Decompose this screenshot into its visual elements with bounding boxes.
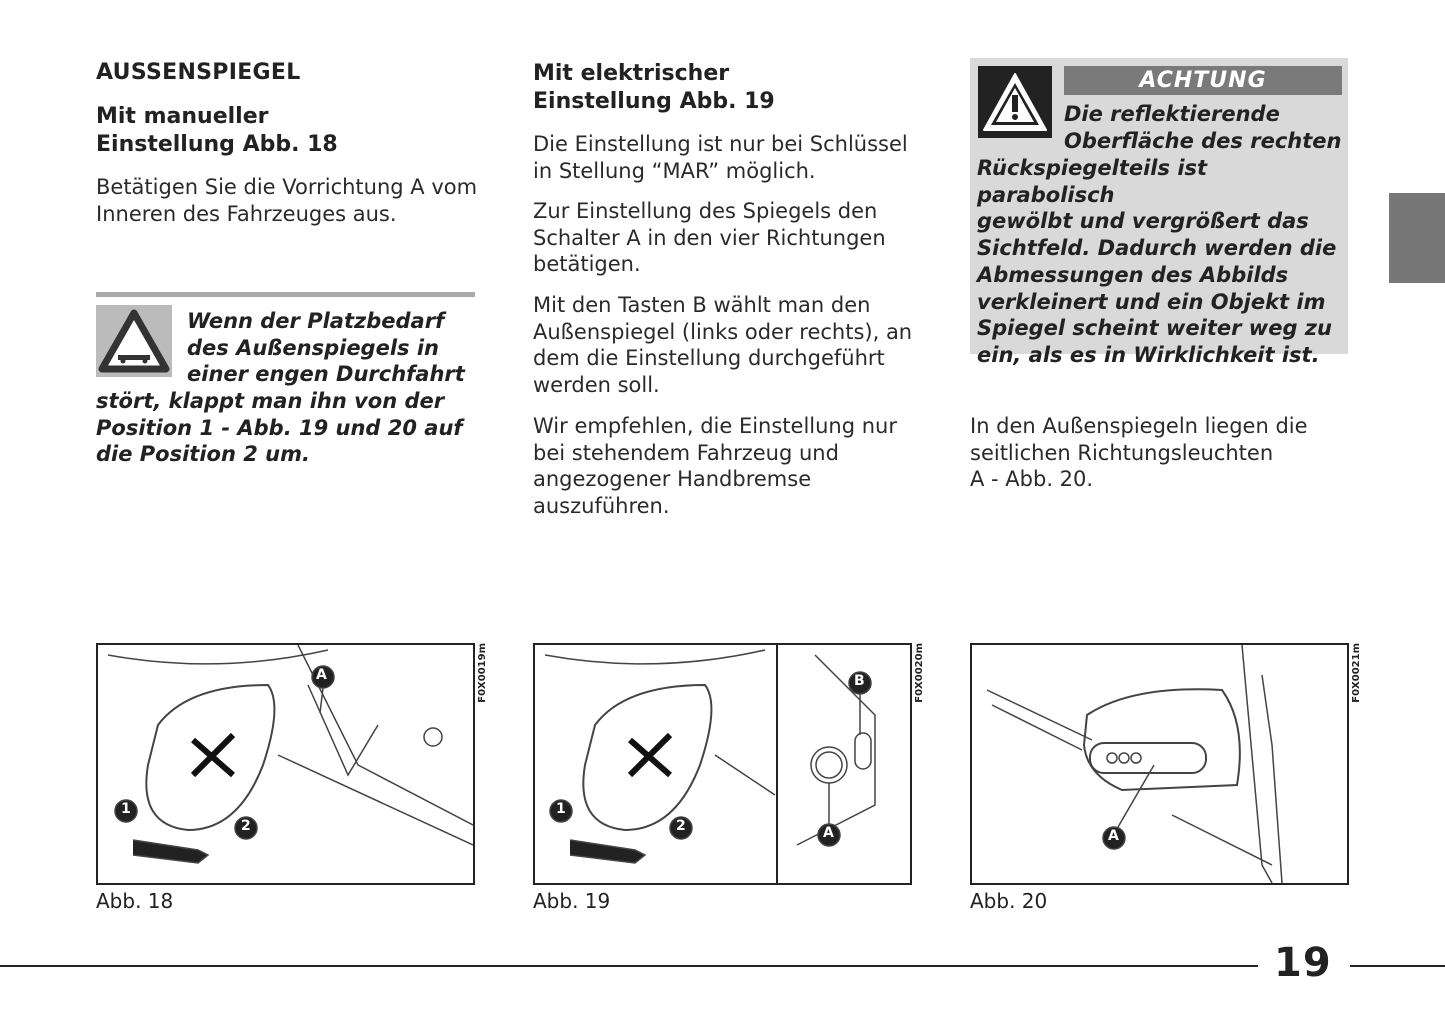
car-warning-triangle-icon — [96, 305, 172, 377]
footer-rule-right — [1350, 965, 1445, 967]
section-tab — [1389, 193, 1445, 283]
label-2: 2 — [241, 818, 251, 834]
subheading-electric: Mit elektrischer Einstellung Abb. 19 — [533, 61, 775, 114]
paragraph-turn-signals: In den Außenspiegeln liegen die seitlichen Richtungsleuchten A - Abb. 20. — [970, 414, 1308, 491]
figure-code: F0X0019m — [477, 643, 488, 703]
label-A: A — [823, 825, 834, 841]
paragraph-3: Mit den Tasten B wählt man den Außenspiegel (links oder rechts), an dem die Einstellung durchgeführt werden soll. — [533, 293, 913, 397]
label-A: A — [316, 667, 327, 683]
exclamation-triangle-icon — [978, 66, 1052, 138]
subheading-manual: Mit manueller Einstellung Abb. 18 — [96, 104, 338, 157]
achtung-box — [970, 58, 1348, 367]
label-2: 2 — [676, 818, 686, 834]
footer-rule-left — [0, 965, 1258, 967]
paragraph-4: Wir empfehlen, die Einstellung nur bei stehendem Fahrzeug und angezogener Handbremse auszuführen. — [533, 414, 898, 518]
figure-20 — [970, 643, 1349, 885]
label-B: B — [854, 673, 865, 689]
label-A: A — [1108, 828, 1119, 844]
achtung-text-top: Die reflektierende Oberfläche des rechten — [1064, 102, 1342, 153]
section-heading: AUSSENSPIEGEL — [96, 60, 301, 85]
figure-code: F0X0021m — [1351, 643, 1362, 703]
warning-text: Wenn der Platzbedarf des Außenspiegels in einer engen Durchfahrt — [187, 309, 465, 387]
figure-caption: Abb. 18 — [96, 889, 174, 913]
figure-19 — [533, 643, 912, 885]
achtung-text: Rückspiegelteils ist parabolisch gewölbt und vergrößert das Sichtfeld. Dadurch werden die Abmessungen des Abbilds verkleinert und ein Objekt im Spiegel scheint weiter weg zu ein, als es in Wirklichkeit ist. — [977, 156, 1337, 367]
label-1: 1 — [121, 801, 131, 817]
achtung-title: ACHTUNG — [1064, 66, 1342, 95]
paragraph-2: Zur Einstellung des Spiegels den Schalter A in den vier Richtungen betätigen. — [533, 199, 886, 276]
warning-text-continued: stört, klappt man ihn von der Position 1 - Abb. 19 und 20 auf die Position 2 um. — [96, 389, 463, 467]
figure-code: F0X0020m — [914, 643, 925, 703]
divider — [96, 292, 475, 297]
figure-caption: Abb. 19 — [533, 889, 611, 913]
page-number: 19 — [1274, 940, 1332, 986]
paragraph-manual: Betätigen Sie die Vorrichtung A vom Inneren des Fahrzeuges aus. — [96, 175, 478, 226]
label-1: 1 — [556, 801, 566, 817]
paragraph-1: Die Einstellung ist nur bei Schlüssel in Stellung “MAR” möglich. — [533, 132, 908, 183]
figure-18 — [96, 643, 475, 885]
figure-caption: Abb. 20 — [970, 889, 1048, 913]
